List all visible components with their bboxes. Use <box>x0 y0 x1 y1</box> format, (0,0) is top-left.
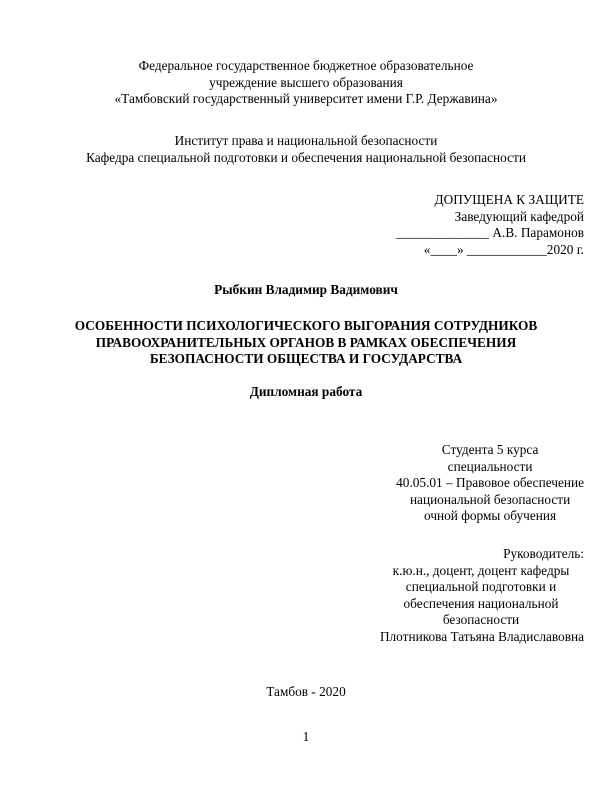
institute-line: Институт права и национальной безопасности <box>174 133 438 148</box>
author-name: Рыбкин Владимир Вадимович <box>214 282 398 297</box>
student-line: 40.05.01 – Правовое обеспечение <box>396 475 584 490</box>
header-line: Федеральное государственное бюджетное образовательное <box>138 58 474 73</box>
header-line: «Тамбовский государственный университет имени Г.Р. Державина» <box>114 91 498 106</box>
institute-block <box>0 133 612 166</box>
supervisor-line: специальной подготовки и <box>405 579 557 594</box>
supervisor-name: Плотникова Татьяна Владиславовна <box>379 628 584 644</box>
approval-role: Заведующий кафедрой <box>454 208 584 224</box>
supervisor-block <box>376 546 584 645</box>
supervisor-label: Руководитель: <box>503 546 584 561</box>
supervisor-line: к.ю.н., доцент, доцент кафедры <box>392 562 570 578</box>
university-header <box>0 58 612 108</box>
work-type: Дипломная работа <box>249 384 363 399</box>
student-line: специальности <box>447 458 533 474</box>
header-line: учреждение высшего образования <box>209 74 403 90</box>
supervisor-line: безопасности <box>442 612 520 627</box>
student-line: очной формы обучения <box>424 508 557 523</box>
supervisor-line: обеспечения национальной <box>403 595 559 611</box>
thesis-title <box>0 318 612 368</box>
student-line: Студента 5 курса <box>441 442 539 457</box>
title-line: БЕЗОПАСНОСТИ ОБЩЕСТВА И ГОСУДАРСТВА <box>149 351 463 366</box>
approval-heading: ДОПУЩЕНА К ЗАЩИТЕ <box>434 192 584 207</box>
page-number: 1 <box>302 729 310 744</box>
student-block <box>396 442 584 525</box>
approval-block <box>396 192 584 258</box>
student-line: национальной безопасности <box>409 491 571 507</box>
city-year: Тамбов - 2020 <box>266 684 346 699</box>
title-line: ОСОБЕННОСТИ ПСИХОЛОГИЧЕСКОГО ВЫГОРАНИЯ СОТРУДНИКОВ <box>74 318 538 333</box>
approval-signature: ______________ А.В. Парамонов <box>395 225 584 240</box>
department-line: Кафедра специальной подготовки и обеспечения национальной безопасности <box>86 149 526 165</box>
title-line: ПРАВООХРАНИТЕЛЬНЫХ ОРГАНОВ В РАМКАХ ОБЕСПЕЧЕНИЯ <box>95 334 517 350</box>
approval-date: «____» ____________2020 г. <box>423 241 584 257</box>
